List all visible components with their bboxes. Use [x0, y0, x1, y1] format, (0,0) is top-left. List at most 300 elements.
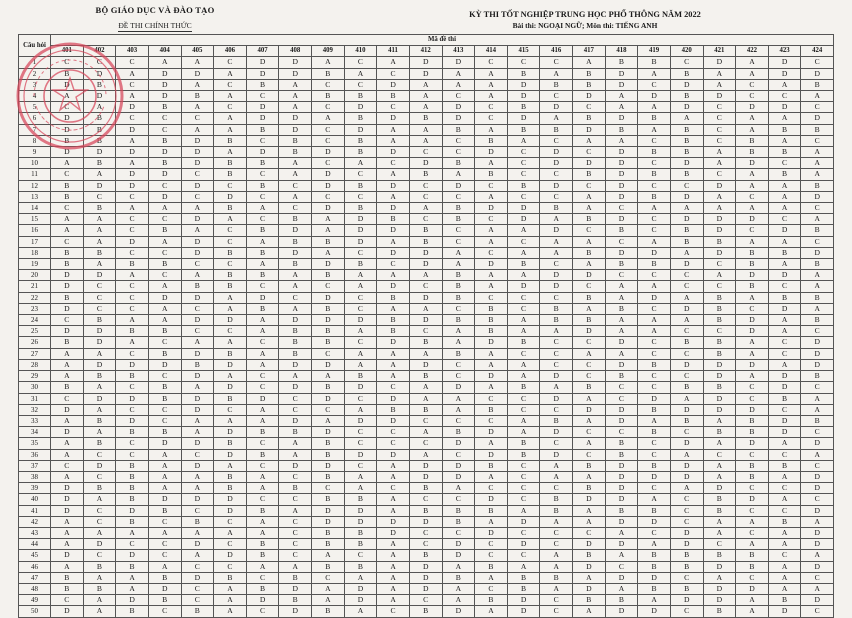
answer-cell: A	[573, 203, 606, 214]
answer-cell: D	[214, 382, 247, 393]
answer-row	[19, 404, 834, 415]
exam-code-cell: 412	[409, 46, 442, 57]
answer-row	[19, 427, 834, 438]
answer-cell: A	[377, 550, 410, 561]
answer-cell: C	[670, 572, 703, 583]
answer-cell: D	[736, 158, 769, 169]
answer-cell: A	[377, 471, 410, 482]
answer-cell: D	[475, 449, 508, 460]
answer-cell: A	[83, 427, 116, 438]
answer-cell: B	[801, 415, 834, 426]
answer-cell: C	[540, 438, 573, 449]
answer-cell: B	[409, 225, 442, 236]
answer-cell: A	[214, 113, 247, 124]
answer-cell: C	[670, 180, 703, 191]
answer-cell: A	[51, 539, 84, 550]
answer-cell: B	[540, 79, 573, 90]
answer-cell: C	[51, 57, 84, 68]
answer-cell: C	[344, 57, 377, 68]
answer-cell: A	[638, 494, 671, 505]
answer-cell: A	[768, 471, 801, 482]
answer-cell: B	[736, 550, 769, 561]
answer-cell: D	[670, 303, 703, 314]
exam-code-cell: 411	[377, 46, 410, 57]
answer-cell: A	[573, 236, 606, 247]
answer-cell: A	[148, 527, 181, 538]
answer-row	[19, 449, 834, 460]
answer-cell: A	[181, 270, 214, 281]
answer-cell: B	[246, 247, 279, 258]
answer-row	[19, 371, 834, 382]
answer-cell: C	[246, 382, 279, 393]
answer-cell: C	[312, 572, 345, 583]
answer-cell: A	[409, 203, 442, 214]
answer-cell: C	[148, 180, 181, 191]
answer-cell: A	[670, 247, 703, 258]
answer-cell: B	[475, 460, 508, 471]
answer-cell: C	[540, 595, 573, 606]
answer-cell: B	[312, 236, 345, 247]
answer-cell: C	[279, 550, 312, 561]
answer-cell: D	[181, 460, 214, 471]
question-number-cell: 35	[19, 438, 51, 449]
answer-cell: D	[703, 483, 736, 494]
answer-cell: C	[279, 180, 312, 191]
answer-cell: A	[312, 57, 345, 68]
answer-cell: B	[638, 147, 671, 158]
answer-cell: B	[442, 505, 475, 516]
answer-cell: A	[181, 483, 214, 494]
answer-cell: C	[703, 259, 736, 270]
answer-cell: A	[475, 236, 508, 247]
answer-cell: A	[181, 57, 214, 68]
answer-cell: C	[801, 57, 834, 68]
answer-row	[19, 225, 834, 236]
answer-cell: B	[442, 292, 475, 303]
answer-cell: C	[51, 315, 84, 326]
answer-cell: A	[442, 561, 475, 572]
answer-cell: A	[116, 158, 149, 169]
answer-cell: B	[279, 572, 312, 583]
answer-cell: C	[475, 393, 508, 404]
answer-cell: C	[344, 79, 377, 90]
answer-cell: C	[801, 494, 834, 505]
answer-cell: A	[246, 516, 279, 527]
answer-cell: C	[507, 147, 540, 158]
answer-cell: C	[670, 57, 703, 68]
answer-cell: A	[768, 191, 801, 202]
answer-cell: B	[214, 158, 247, 169]
answer-cell: B	[279, 147, 312, 158]
answer-row	[19, 292, 834, 303]
answer-cell: D	[181, 393, 214, 404]
question-number-cell: 19	[19, 259, 51, 270]
answer-cell: C	[442, 371, 475, 382]
answer-cell: B	[638, 404, 671, 415]
answer-cell: B	[83, 203, 116, 214]
answer-cell: D	[181, 68, 214, 79]
answer-cell: B	[573, 315, 606, 326]
answer-cell: C	[768, 505, 801, 516]
answer-cell: C	[344, 438, 377, 449]
answer-cell: D	[377, 247, 410, 258]
answer-cell: C	[344, 460, 377, 471]
answer-cell: D	[442, 471, 475, 482]
answer-cell: C	[736, 79, 769, 90]
answer-cell: C	[409, 527, 442, 538]
answer-cell: A	[573, 415, 606, 426]
answer-cell: D	[148, 147, 181, 158]
answer-cell: D	[573, 326, 606, 337]
answer-cell: A	[344, 348, 377, 359]
answer-cell: B	[83, 247, 116, 258]
answer-cell: C	[181, 326, 214, 337]
answer-cell: B	[540, 505, 573, 516]
answer-cell: A	[442, 169, 475, 180]
answer-cell: A	[312, 371, 345, 382]
answer-cell: A	[442, 404, 475, 415]
answer-cell: A	[442, 247, 475, 258]
answer-cell: C	[442, 91, 475, 102]
answer-cell: B	[214, 270, 247, 281]
answer-cell: D	[214, 315, 247, 326]
answer-cell: C	[703, 449, 736, 460]
answer-key-table	[18, 34, 834, 618]
answer-cell: A	[51, 359, 84, 370]
answer-cell: A	[214, 124, 247, 135]
answer-cell: D	[312, 393, 345, 404]
answer-cell: C	[573, 102, 606, 113]
answer-cell: D	[312, 147, 345, 158]
answer-cell: C	[51, 393, 84, 404]
answer-cell: C	[573, 359, 606, 370]
answer-cell: A	[312, 595, 345, 606]
answer-cell: C	[148, 415, 181, 426]
question-number-cell: 43	[19, 527, 51, 538]
answer-cell: D	[344, 505, 377, 516]
answer-cell: A	[507, 359, 540, 370]
answer-cell: C	[507, 393, 540, 404]
answer-cell: C	[279, 404, 312, 415]
answer-cell: C	[344, 393, 377, 404]
answer-cell: C	[409, 326, 442, 337]
answer-cell: B	[573, 550, 606, 561]
question-number-cell: 47	[19, 572, 51, 583]
answer-cell: D	[670, 404, 703, 415]
answer-row	[19, 158, 834, 169]
answer-cell: D	[246, 595, 279, 606]
answer-cell: D	[605, 359, 638, 370]
answer-cell: D	[279, 415, 312, 426]
answer-cell: A	[377, 539, 410, 550]
answer-cell: A	[768, 79, 801, 90]
answer-cell: D	[377, 516, 410, 527]
answer-cell: D	[670, 79, 703, 90]
answer-cell: D	[51, 113, 84, 124]
answer-cell: D	[605, 180, 638, 191]
answer-cell: C	[736, 225, 769, 236]
answer-cell: D	[246, 102, 279, 113]
question-number-cell: 37	[19, 460, 51, 471]
answer-cell: A	[442, 337, 475, 348]
answer-cell: D	[148, 68, 181, 79]
answer-cell: A	[736, 539, 769, 550]
exam-code-cell: 401	[51, 46, 84, 57]
exam-code-cell: 414	[475, 46, 508, 57]
answer-cell: A	[116, 527, 149, 538]
answer-cell: A	[409, 393, 442, 404]
answer-cell: B	[181, 359, 214, 370]
answer-cell: D	[148, 292, 181, 303]
answer-cell: A	[573, 303, 606, 314]
answer-cell: A	[279, 79, 312, 90]
question-number-cell: 8	[19, 135, 51, 146]
question-number-cell: 33	[19, 415, 51, 426]
answer-row	[19, 438, 834, 449]
answer-cell: B	[116, 494, 149, 505]
answer-cell: B	[148, 572, 181, 583]
answer-cell: A	[801, 583, 834, 594]
answer-cell: C	[736, 382, 769, 393]
answer-cell: A	[279, 102, 312, 113]
answer-cell: B	[214, 348, 247, 359]
answer-cell: B	[638, 550, 671, 561]
answer-cell: A	[409, 449, 442, 460]
answer-cell: D	[703, 225, 736, 236]
answer-cell: A	[507, 415, 540, 426]
answer-cell: B	[475, 561, 508, 572]
answer-cell: C	[768, 348, 801, 359]
answer-cell: B	[638, 561, 671, 572]
answer-cell: C	[638, 214, 671, 225]
answer-cell: C	[638, 449, 671, 460]
answer-row	[19, 561, 834, 572]
answer-row	[19, 539, 834, 550]
exam-code-cell: 410	[344, 46, 377, 57]
answer-cell: A	[475, 572, 508, 583]
answer-cell: B	[409, 113, 442, 124]
answer-cell: A	[214, 292, 247, 303]
answer-cell: B	[51, 68, 84, 79]
answer-cell: C	[409, 438, 442, 449]
answer-cell: C	[312, 483, 345, 494]
answer-cell: D	[377, 147, 410, 158]
answer-cell: D	[344, 214, 377, 225]
answer-row	[19, 606, 834, 617]
answer-cell: D	[736, 359, 769, 370]
answer-cell: B	[148, 393, 181, 404]
answer-cell: C	[377, 259, 410, 270]
answer-cell: C	[768, 281, 801, 292]
answer-cell: A	[605, 315, 638, 326]
answer-cell: A	[409, 270, 442, 281]
question-number-cell: 42	[19, 516, 51, 527]
answer-cell: C	[736, 91, 769, 102]
answer-cell: B	[605, 124, 638, 135]
answer-row	[19, 494, 834, 505]
answer-cell: A	[736, 516, 769, 527]
answer-cell: B	[507, 572, 540, 583]
answer-cell: D	[279, 247, 312, 258]
answer-cell: B	[703, 382, 736, 393]
answer-cell: A	[148, 203, 181, 214]
exam-code-cell: 424	[801, 46, 834, 57]
answer-cell: D	[475, 494, 508, 505]
answer-cell: D	[116, 102, 149, 113]
answer-cell: C	[116, 214, 149, 225]
answer-row	[19, 471, 834, 482]
answer-cell: B	[214, 471, 247, 482]
answer-cell: B	[116, 326, 149, 337]
answer-cell: D	[344, 124, 377, 135]
answer-cell: D	[344, 236, 377, 247]
answer-cell: A	[246, 348, 279, 359]
answer-cell: A	[246, 561, 279, 572]
question-number-cell: 21	[19, 281, 51, 292]
answer-cell: B	[573, 382, 606, 393]
answer-cell: D	[605, 68, 638, 79]
answer-cell: A	[573, 259, 606, 270]
answer-cell: D	[736, 270, 769, 281]
answer-cell: B	[409, 169, 442, 180]
answer-cell: B	[736, 281, 769, 292]
answer-cell: C	[703, 169, 736, 180]
answer-cell: D	[442, 382, 475, 393]
answer-cell: A	[540, 471, 573, 482]
question-number-cell: 2	[19, 68, 51, 79]
answer-cell: C	[83, 449, 116, 460]
answer-cell: C	[507, 191, 540, 202]
question-number-cell: 20	[19, 270, 51, 281]
question-number-cell: 4	[19, 91, 51, 102]
answer-cell: D	[573, 561, 606, 572]
answer-cell: A	[246, 471, 279, 482]
answer-cell: C	[51, 169, 84, 180]
answer-cell: B	[83, 315, 116, 326]
answer-cell: A	[246, 404, 279, 415]
answer-cell: D	[116, 550, 149, 561]
answer-cell: D	[540, 393, 573, 404]
question-number-cell: 38	[19, 471, 51, 482]
answer-cell: C	[377, 606, 410, 617]
answer-cell: A	[573, 393, 606, 404]
answer-cell: A	[377, 505, 410, 516]
answer-cell: C	[703, 113, 736, 124]
answer-cell: D	[442, 606, 475, 617]
answer-cell: B	[540, 572, 573, 583]
answer-cell: D	[540, 427, 573, 438]
answer-cell: B	[51, 247, 84, 258]
answer-cell: B	[736, 147, 769, 158]
answer-cell: D	[409, 460, 442, 471]
answer-cell: B	[573, 68, 606, 79]
answer-cell: C	[540, 359, 573, 370]
answer-cell: D	[51, 326, 84, 337]
answer-cell: C	[344, 247, 377, 258]
answer-cell: C	[279, 539, 312, 550]
answer-cell: D	[670, 214, 703, 225]
answer-cell: B	[344, 539, 377, 550]
answer-cell: C	[377, 438, 410, 449]
answer-cell: A	[768, 438, 801, 449]
answer-cell: C	[116, 404, 149, 415]
answer-cell: D	[801, 113, 834, 124]
answer-cell: A	[670, 393, 703, 404]
answer-cell: A	[148, 561, 181, 572]
answer-cell: C	[246, 191, 279, 202]
answer-cell: A	[475, 191, 508, 202]
answer-cell: A	[638, 315, 671, 326]
answer-cell: D	[148, 438, 181, 449]
answer-cell: D	[768, 415, 801, 426]
answer-cell: A	[703, 572, 736, 583]
answer-cell: B	[344, 527, 377, 538]
answer-row	[19, 505, 834, 516]
question-number-cell: 30	[19, 382, 51, 393]
answer-cell: C	[312, 348, 345, 359]
answer-cell: A	[51, 561, 84, 572]
answer-cell: A	[507, 247, 540, 258]
answer-cell: D	[148, 191, 181, 202]
answer-cell: A	[51, 438, 84, 449]
answer-cell: D	[116, 393, 149, 404]
answer-cell: A	[181, 203, 214, 214]
answer-cell: C	[377, 102, 410, 113]
answer-cell: B	[148, 158, 181, 169]
answer-cell: B	[703, 303, 736, 314]
answer-row	[19, 270, 834, 281]
answer-row	[19, 326, 834, 337]
answer-cell: B	[801, 371, 834, 382]
answer-cell: B	[83, 79, 116, 90]
answer-cell: B	[736, 427, 769, 438]
answer-cell: C	[116, 57, 149, 68]
answer-cell: A	[638, 124, 671, 135]
question-number-cell: 16	[19, 225, 51, 236]
answer-cell: C	[279, 471, 312, 482]
answer-cell: A	[344, 281, 377, 292]
answer-cell: A	[736, 68, 769, 79]
answer-cell: B	[409, 505, 442, 516]
answer-cell: C	[51, 595, 84, 606]
answer-cell: C	[148, 124, 181, 135]
answer-cell: B	[83, 158, 116, 169]
answer-cell: D	[51, 281, 84, 292]
answer-cell: B	[736, 415, 769, 426]
answer-cell: D	[344, 415, 377, 426]
question-number-cell: 10	[19, 158, 51, 169]
answer-cell: D	[540, 147, 573, 158]
answer-cell: A	[605, 102, 638, 113]
answer-cell: A	[214, 583, 247, 594]
answer-cell: C	[703, 539, 736, 550]
answer-cell: B	[573, 169, 606, 180]
answer-cell: D	[507, 281, 540, 292]
answer-cell: A	[475, 124, 508, 135]
answer-cell: A	[638, 203, 671, 214]
answer-cell: C	[409, 147, 442, 158]
answer-cell: D	[148, 494, 181, 505]
answer-cell: C	[181, 259, 214, 270]
answer-cell: D	[442, 102, 475, 113]
answer-cell: D	[768, 371, 801, 382]
answer-cell: A	[638, 539, 671, 550]
answer-cell: C	[670, 326, 703, 337]
answer-cell: A	[573, 438, 606, 449]
answer-cell: C	[507, 292, 540, 303]
answer-cell: D	[181, 438, 214, 449]
answer-cell: D	[638, 247, 671, 258]
